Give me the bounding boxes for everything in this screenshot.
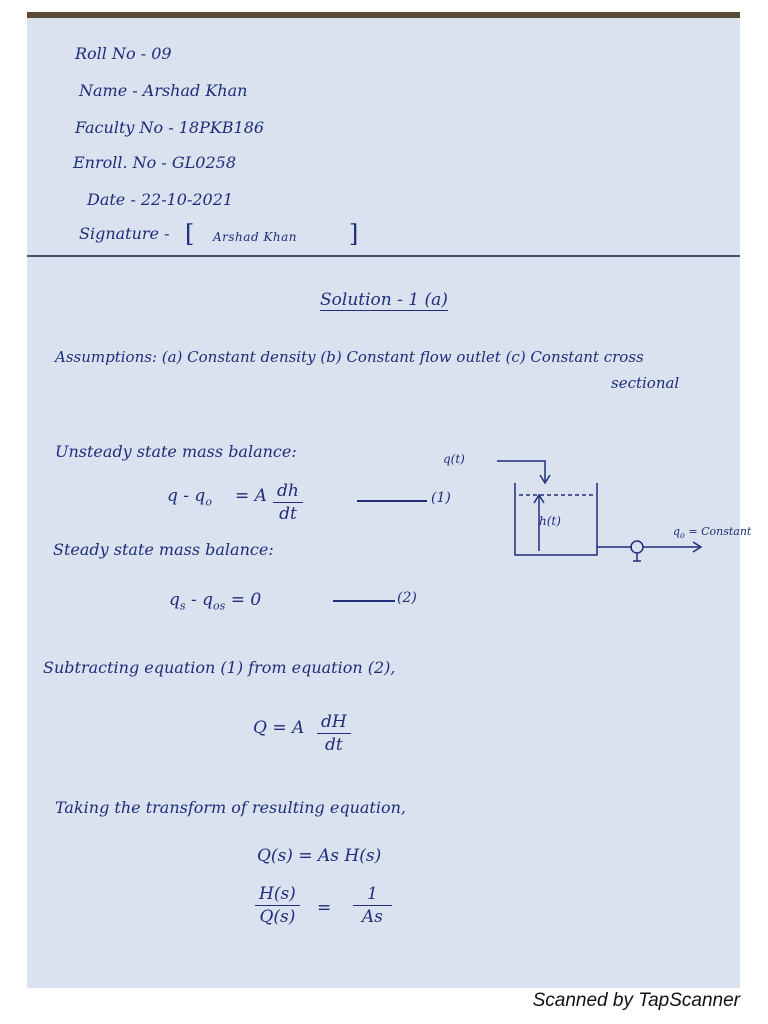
- equation-2-tag: (2): [397, 590, 417, 606]
- assumptions-line-1: Assumptions: (a) Constant density (b) Constant flow outlet (c) Constant cross: [55, 348, 644, 366]
- signature-label: Signature -: [79, 224, 170, 243]
- equation-1-leader: [357, 500, 427, 502]
- equation-2: $q_s - q_{os} = 0$: [169, 590, 262, 613]
- outflow-label: $q_o$ = Constant: [673, 525, 752, 541]
- scanner-watermark: Scanned by TapScanner: [532, 990, 740, 1011]
- equation-2-leader: [333, 600, 395, 602]
- date: Date - 22-10-2021: [87, 190, 234, 209]
- enrollment-number: Enroll. No - GL0258: [73, 153, 237, 172]
- student-name: Name - Arshad Khan: [79, 81, 248, 100]
- signature-bracket-open: [: [185, 220, 195, 248]
- equation-3-lhs: Q = A: [253, 718, 305, 738]
- pump-icon: [631, 541, 643, 553]
- faculty-number: Faculty No - 18PKB186: [75, 118, 265, 137]
- equation-1-tag: (1): [431, 490, 451, 506]
- signature: Arshad Khan: [213, 230, 298, 244]
- equation-3-fraction: $\frac{dH}{dt}$: [317, 712, 351, 755]
- equation-5-eq: =: [317, 898, 332, 918]
- roll-number: Roll No - 09: [75, 44, 172, 63]
- unsteady-label: Unsteady state mass balance:: [55, 442, 297, 461]
- equation-5-lhs-fraction: $\frac{H(s)}{Q(s)}$: [255, 884, 300, 927]
- equation-5-rhs-fraction: $\frac{1}{As}$: [353, 884, 392, 927]
- tank-diagram: [427, 443, 740, 573]
- signature-bracket-close: ]: [349, 220, 359, 248]
- steady-label: Steady state mass balance:: [53, 540, 274, 559]
- solution-title: Solution - 1 (a): [320, 290, 448, 310]
- level-label: h(t): [539, 514, 561, 528]
- equation-1-lhs: q - $q_o$: [167, 486, 212, 509]
- transform-text: Taking the transform of resulting equation,: [55, 798, 406, 817]
- equation-1-eq: = A: [235, 486, 267, 506]
- document-page: [27, 18, 752, 988]
- equation-1-fraction: $\frac{dh}{dt}$: [273, 481, 303, 524]
- equation-4: Q(s) = As H(s): [257, 846, 382, 866]
- subtracting-text: Subtracting equation (1) from equation (2),: [43, 658, 396, 677]
- inflow-arrow: [497, 461, 545, 481]
- assumptions-line-2: sectional: [611, 374, 680, 392]
- inflow-label: q(t): [443, 452, 465, 466]
- header-divider: [27, 255, 740, 257]
